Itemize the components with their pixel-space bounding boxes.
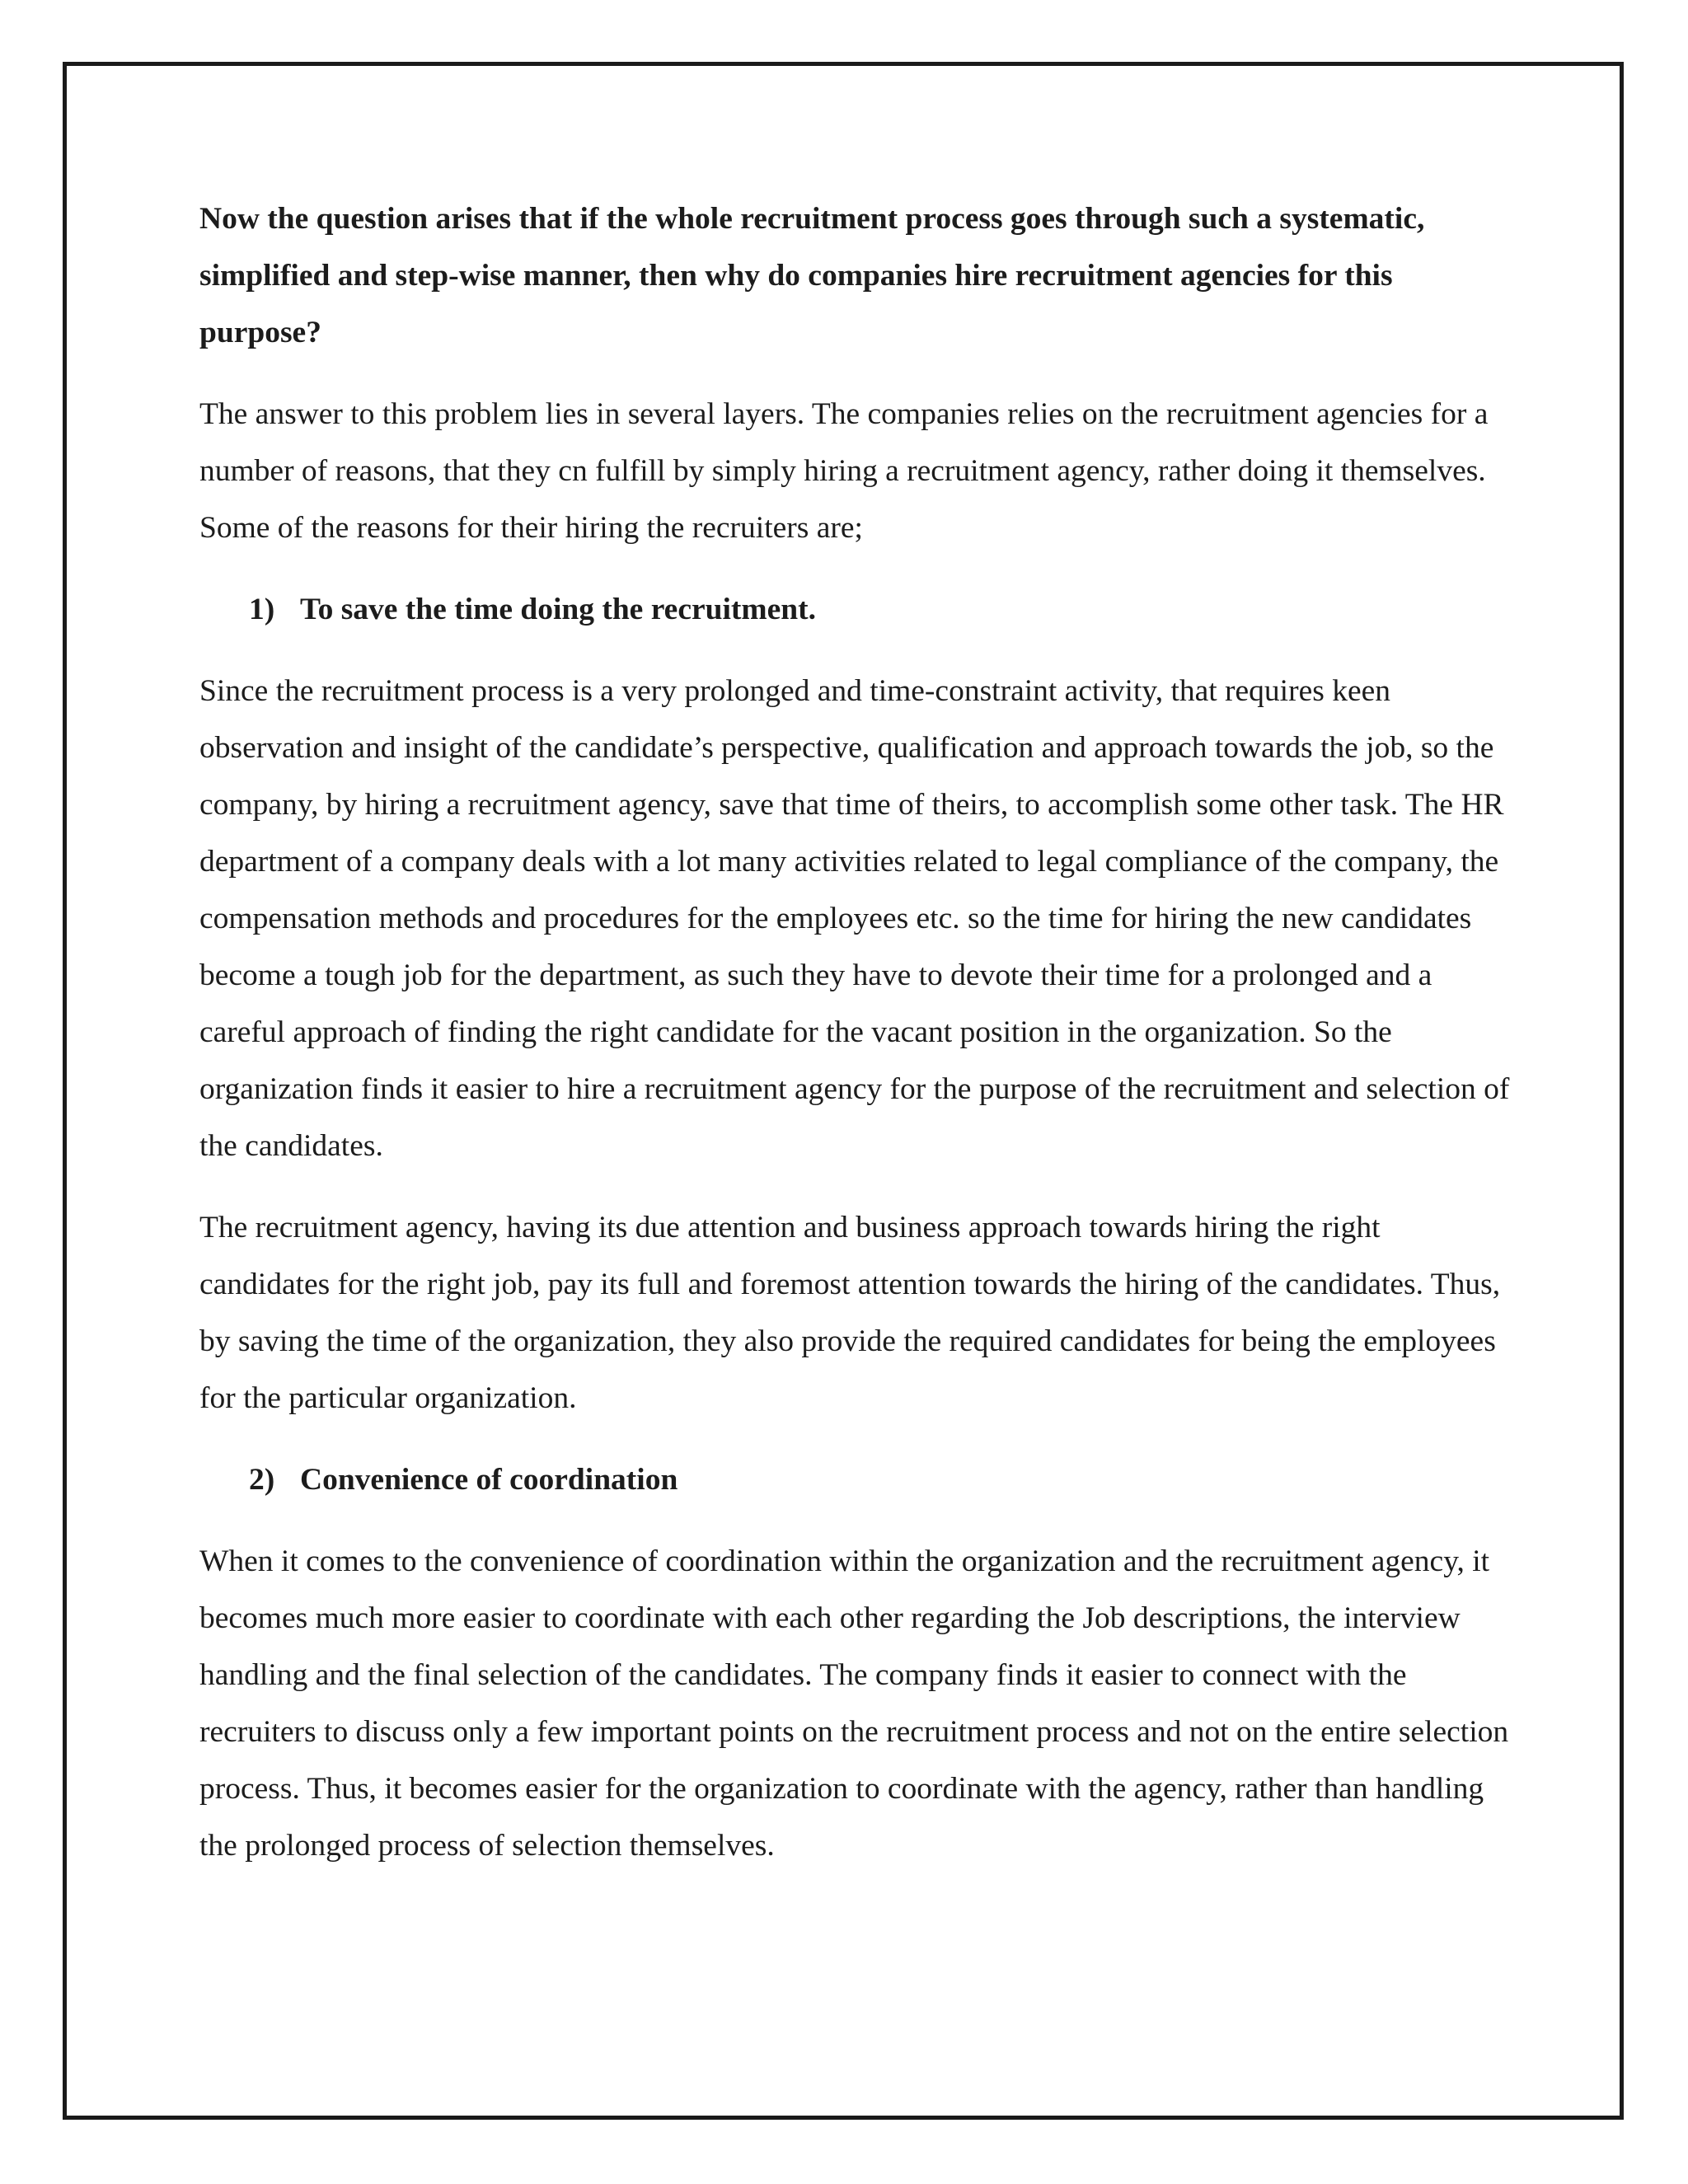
section-heading-1 <box>199 581 1518 638</box>
section-2-paragraph-1: When it comes to the convenience of coordination within the organization and the recruitment agency, it becomes much more easier to coordinate with each other regarding the Job descriptions, the interview handling and the final selection of the candidates. The company finds it easier to connect with the recruiters to discuss only a few important points on the recruitment process and not on the entire selection process. Thus, it becomes easier for the organization to coordinate with the agency, rather than handling the prolonged process of selection themselves. <box>199 1544 1509 1863</box>
section-title: Convenience of coordination <box>300 1463 678 1497</box>
section-heading-2 <box>199 1451 1518 1508</box>
question-paragraph: Now the question arises that if the whole recruitment process goes through such a systematic, simplified and step-wise manner, then why do companies hire recruitment agencies for this purpose? <box>199 202 1425 349</box>
section-number: 1) <box>249 593 275 626</box>
section-1-paragraph-2: The recruitment agency, having its due attention and business approach towards hiring the right candidates for the right job, pay its full and foremost attention towards the hiring of the candidates. Thus, by saving the time of the organization, they also provide the required candidates for being the employees for the particular organization. <box>199 1211 1501 1415</box>
document-body <box>199 190 1518 1899</box>
section-1-paragraph-1: Since the recruitment process is a very prolonged and time-constraint activity, that requires keen observation and insight of the candidate’s perspective, qualification and approach towards the job, so the company, by hiring a recruitment agency, save that time of theirs, to accomplish some other task. The HR department of a company deals with a lot many activities related to legal compliance of the company, the compensation methods and procedures for the employees etc. so the time for hiring the new candidates become a tough job for the department, as such they have to devote their time for a prolonged and a careful approach of finding the right candidate for the vacant position in the organization. So the organization finds it easier to hire a recruitment agency for the purpose of the recruitment and selection of the candidates. <box>199 674 1510 1163</box>
section-number: 2) <box>249 1463 275 1497</box>
intro-paragraph: The answer to this problem lies in several layers. The companies relies on the recruitment agencies for a number of reasons, that they cn fulfill by simply hiring a recruitment agency, rather doing it themselves. Some of the reasons for their hiring the recruiters are; <box>199 397 1489 545</box>
section-title: To save the time doing the recruitment. <box>300 593 816 626</box>
